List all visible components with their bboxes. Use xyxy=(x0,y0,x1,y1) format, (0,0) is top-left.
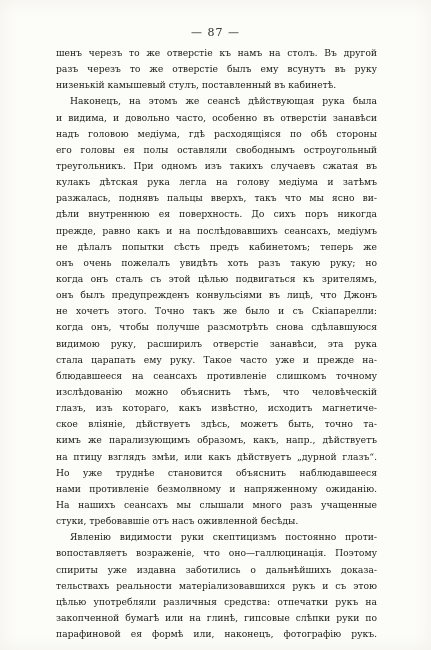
text-line: блюдавшееся на сеансахъ противленіе слишкомъ точному xyxy=(56,370,377,382)
text-line: онъ очень пожелалъ увидѣть хоть разъ такую руку; но xyxy=(56,257,377,269)
text-line: разъ черезъ то же отверстіе былъ ему всунутъ въ руку xyxy=(56,64,377,76)
text-line: не хочетъ этого. Точно такъ же было и съ Скіапарелли: xyxy=(56,306,377,318)
text-line: разжалась, поднявъ пальцы вверхъ, такъ что мы ясно ви- xyxy=(56,193,377,205)
text-line: Явленію видимости руки скептицизмъ постоянно проти- xyxy=(70,532,377,544)
text-line: кимъ же парализующимъ образомъ, какъ, напр., дѣйствуетъ xyxy=(56,435,377,447)
text-line: Наконецъ, на этомъ же сеансѣ дѣйствующая рука была xyxy=(70,96,377,108)
text-line: на птицу взглядъ змѣи, или какъ дѣйствуетъ „дурной глазъ“. xyxy=(56,451,377,463)
text-line: вопоставляетъ возраженіе, что оно—галлюцинація. Поэтому xyxy=(56,548,377,560)
text-line: стала царапать ему руку. Такое часто уже и прежде на- xyxy=(56,354,377,366)
text-line: парафиновой ея формѣ или, наконецъ, фотографію рукъ. xyxy=(56,629,377,641)
text-line: Но уже труднѣе становится объяснить наблюдавшееся xyxy=(56,467,377,479)
text-line: кулакъ дѣтская рука легла на голову медіума и затѣмъ xyxy=(56,177,377,189)
text-line: когда онъ, чтобы получше разсмотрѣть снова сдѣлавшуюся xyxy=(56,322,377,334)
text-line: изслѣдованію можно объяснить тѣмъ, что человѣческій xyxy=(56,386,377,398)
text-line: и видима, и довольно часто, особенно въ отверстіи занавѣси xyxy=(56,112,377,124)
text-line: спириты уже издавна заботились о дальнѣйшихъ доказа- xyxy=(56,564,377,576)
text-line: когда онъ сталъ съ этой цѣлью подвигаться къ зрителямъ, xyxy=(56,273,377,285)
body-text xyxy=(56,46,377,643)
page-number: — 87 — xyxy=(191,26,240,39)
text-line: надъ головою медіума, гдѣ расходящіяся по обѣ стороны xyxy=(56,128,377,140)
text-line: шенъ черезъ то же отверстіе къ намъ на столъ. Въ другой xyxy=(56,48,377,59)
text-line: На нашихъ сеансахъ мы слышали много разъ учащенные xyxy=(56,499,377,511)
text-line: онъ былъ предупрежденъ конвульсіями въ лицѣ, что Джонъ xyxy=(56,290,377,302)
text-line: цѣлью употребляли различныя средства: отпечатки рукъ на xyxy=(56,596,377,608)
text-line: нами противленіе безмолвному и напряженному ожиданію. xyxy=(56,483,377,495)
text-line: стуки, требовавшіе отъ насъ оживленной бесѣды. xyxy=(56,516,299,528)
text-line: видимою руку, расширилъ отверстіе занавѣси, эта рука xyxy=(56,338,377,350)
text-line: прежде, равно какъ и на послѣдовавшихъ сеансахъ, медіумъ xyxy=(56,225,377,237)
text-line: не дѣлалъ попытки сѣсть предъ кабинетомъ; теперь же xyxy=(56,241,377,253)
text-line: ское вліяніе, дѣйствуетъ здѣсь, можетъ быть, точно та- xyxy=(56,419,377,431)
text-line: низенькій камышевый стулъ, поставленный въ кабинетѣ. xyxy=(56,80,337,92)
text-line: его головы ея полы оставляли свободнымъ остроугольный xyxy=(56,144,377,156)
text-line: тельствахъ реальности матеріализовавшихся рукъ и съ этою xyxy=(56,580,377,592)
text-line: закопченной бумагѣ или на глинѣ, гипсовые слѣпки руки по xyxy=(56,612,377,624)
text-line: глазъ, изъ котораго, какъ извѣстно, исходитъ магнетиче- xyxy=(56,403,377,415)
text-line: треугольникъ. При одномъ изъ такихъ случаевъ сжатая въ xyxy=(56,160,377,172)
text-line: дѣли внутреннюю ея поверхность. До сихъ поръ никогда xyxy=(56,209,377,221)
